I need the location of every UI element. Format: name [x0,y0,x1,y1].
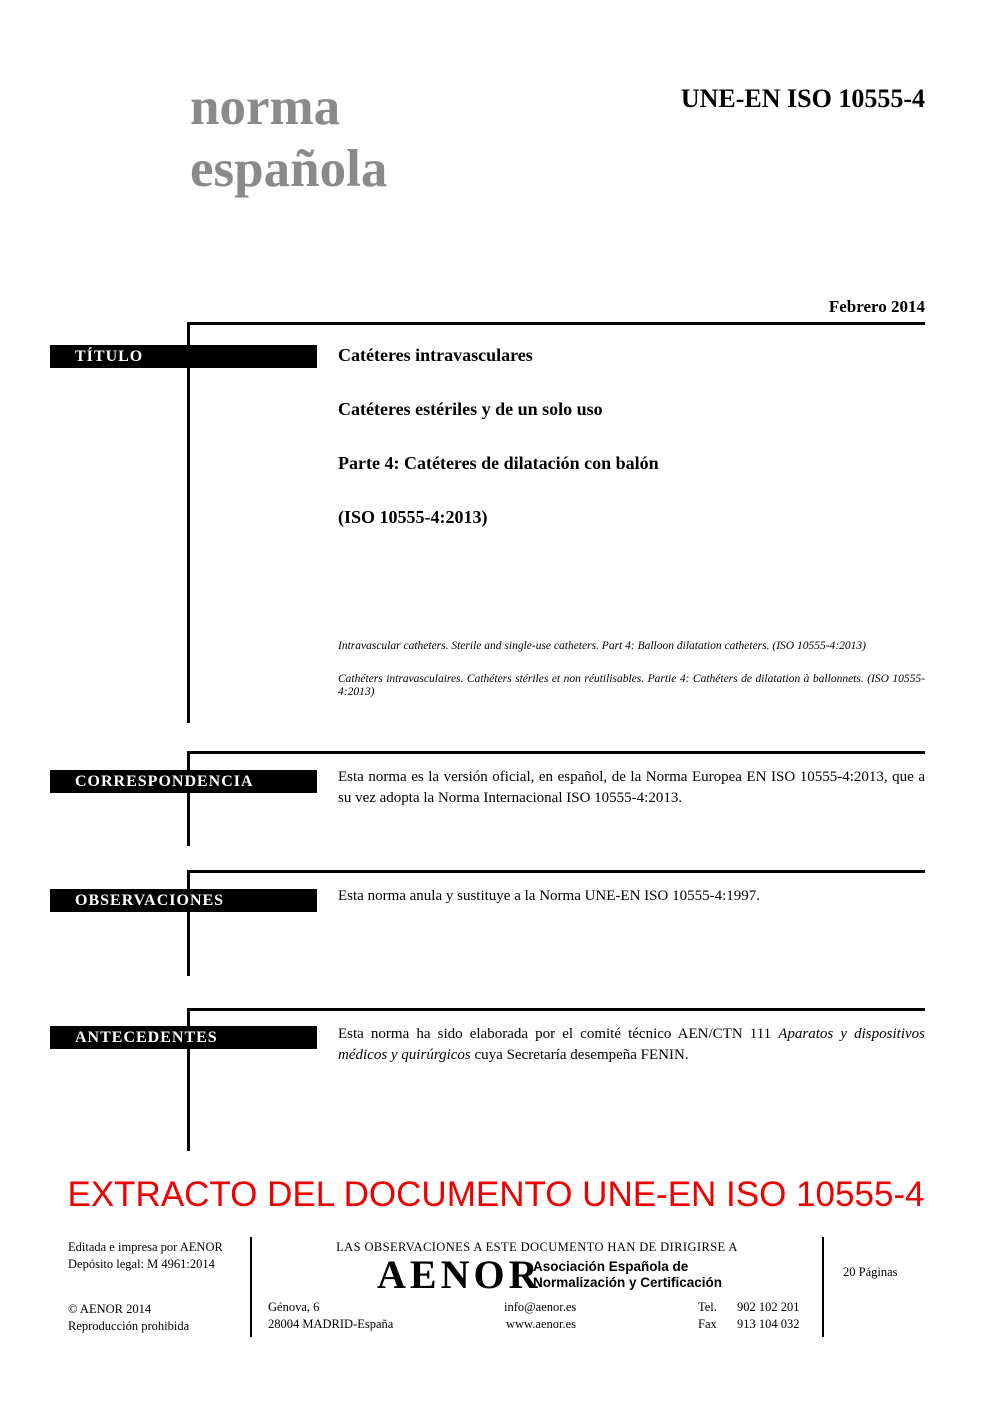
footer-tel-value: 902 102 201 [737,1300,800,1314]
footer-copyright-line-2: Reproducción prohibida [68,1319,190,1333]
titulo-translations [338,640,925,719]
observaciones-vertical-rule [187,870,190,976]
titulo-top-rule [187,322,925,325]
translation-french: Cathéters intravasculaires. Cathéters stériles et non réutilisables. Partie 4: Cathéters de dilatation à ballonnets. (ISO 10555-4:2013) [338,672,925,698]
footer-address-line-1: Génova, 6 [268,1300,320,1314]
footer-copyright-line-1: © AENOR 2014 [68,1302,152,1316]
footer-fax-label: Fax [698,1317,717,1331]
footer-divider-right [822,1237,824,1337]
titulo-body [338,345,925,561]
aenor-tagline-line-2: Normalización y Certificación [533,1275,723,1290]
aenor-tagline-line-1: Asociación Española de [533,1259,689,1274]
correspondencia-body [338,767,925,809]
title-line-2: Catéteres estériles y de un solo uso [338,399,603,419]
observaciones-text: Esta norma anula y sustituye a la Norma UNE-EN ISO 10555-4:1997. [338,888,760,904]
observaciones-body [338,886,925,907]
correspondencia-label: CORRESPONDENCIA [50,770,317,793]
correspondencia-text: Esta norma es la versión oficial, en español, de la Norma Europea EN ISO 10555-4:2013, que a su vez adopta la Norma Internacional ISO 10555-4:2013. [338,769,925,806]
antecedentes-top-rule [187,1008,925,1011]
observaciones-top-rule [187,870,925,873]
translation-english: Intravascular catheters. Sterile and single-use catheters. Part 4: Balloon dilatation catheters. (ISO 10555-4:2013) [338,640,866,652]
extract-notice: EXTRACTO DEL DOCUMENTO UNE-EN ISO 10555-4 [67,1175,925,1214]
observaciones-label: OBSERVACIONES [50,889,317,912]
correspondencia-vertical-rule [187,751,190,846]
footer-notice: LAS OBSERVACIONES A ESTE DOCUMENTO HAN DE DIRIGIRSE A [336,1240,738,1254]
titulo-vertical-rule [187,322,190,723]
aenor-logo: AENOR [377,1252,542,1297]
footer-imprint-line-1: Editada e impresa por AENOR [68,1240,223,1254]
footer-tel-label: Tel. [698,1300,717,1314]
footer-imprint-line-2: Depósito legal: M 4961:2014 [68,1257,215,1271]
aenor-tagline [533,1259,722,1291]
footer-fax-value: 913 104 032 [737,1317,800,1331]
antecedentes-text-committee: Aparatos y dispositivos médicos y quirúrgicos [338,1026,925,1063]
norma-espanola-logo [190,76,387,200]
title-line-1: Catéteres intravasculares [338,345,533,365]
title-line-4: (ISO 10555-4:2013) [338,507,488,527]
footer-copyright [68,1301,189,1335]
correspondencia-top-rule [187,751,925,754]
footer [0,1237,992,1339]
footer-website[interactable]: www.aenor.es [506,1317,577,1331]
antecedentes-text [338,1024,925,1066]
antecedentes-label: ANTECEDENTES [50,1026,317,1049]
footer-address-line-2: 28004 MADRID-España [268,1317,394,1331]
antecedentes-text-suffix: cuya Secretaría desempeña FENIN. [470,1047,689,1063]
antecedentes-body [338,1024,925,1066]
footer-page-count: 20 Páginas [843,1265,898,1279]
logo-line-2: española [190,140,388,198]
footer-imprint [68,1239,223,1273]
publication-date: Febrero 2014 [828,297,925,316]
antecedentes-text-prefix: Esta norma ha sido elaborada por el comité técnico AEN/CTN 111 [338,1026,779,1042]
document-code: UNE-EN ISO 10555-4 [680,84,925,113]
logo-line-1: norma [190,78,341,136]
footer-email[interactable]: info@aenor.es [504,1300,577,1314]
title-line-3: Parte 4: Catéteres de dilatación con balón [338,453,659,473]
titulo-label: TÍTULO [50,345,317,368]
